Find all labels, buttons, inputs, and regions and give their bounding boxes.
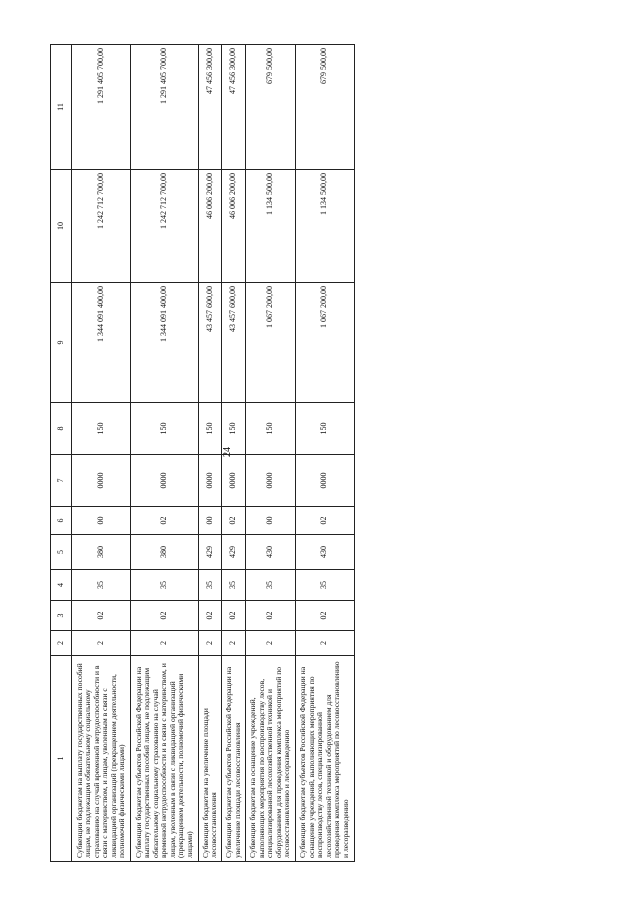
- code-cell: 02: [199, 601, 222, 631]
- amount-cell: 1 291 405 700,00: [72, 45, 131, 170]
- column-header: 7: [51, 455, 72, 507]
- amount-cell: 47 456 300,00: [222, 45, 245, 170]
- code-cell: 0000: [222, 455, 245, 507]
- amount-cell: 1 134 500,00: [295, 170, 354, 283]
- code-cell: 0000: [131, 455, 199, 507]
- code-cell: 02: [131, 601, 199, 631]
- amount-cell: 1 134 500,00: [245, 170, 295, 283]
- amount-cell: 1 242 712 700,00: [72, 170, 131, 283]
- code-cell: 02: [72, 601, 131, 631]
- budget-table: [50, 44, 355, 862]
- code-cell: 0000: [295, 455, 354, 507]
- row-description: Субвенции бюджетам субъектов Российской Федерации на оснащение учреждений, выполняющих мероприятия по воспроизводству лесов, специализированной лесохозяйственной техникой и оборудованием для проведения комплекса мероприятий по лесовосстановлению и лесоразведению: [295, 656, 354, 862]
- amount-cell: 43 457 600,00: [222, 283, 245, 403]
- code-cell: 429: [222, 535, 245, 570]
- code-cell: 0000: [245, 455, 295, 507]
- code-cell: 150: [131, 403, 199, 455]
- code-cell: 35: [199, 570, 222, 601]
- code-cell: 430: [245, 535, 295, 570]
- code-cell: 35: [222, 570, 245, 601]
- row-description: Субвенции бюджетам на выплату государственных пособий лицам, не подлежащим обязательному социальному страхованию на случай временной нетрудоспособности и в связи с материнством, и лицам, уволенным в связи с ликвидацией организаций (прекращением деятельности, полномочий физическими лицами): [72, 656, 131, 862]
- amount-cell: 679 500,00: [295, 45, 354, 170]
- code-cell: 150: [199, 403, 222, 455]
- row-description: Субвенции бюджетам субъектов Российской Федерации на увеличение площади лесовосстановления: [222, 656, 245, 862]
- column-header: 8: [51, 403, 72, 455]
- code-cell: 380: [72, 535, 131, 570]
- table-row: [295, 45, 354, 862]
- code-cell: 150: [72, 403, 131, 455]
- amount-cell: 1 067 200,00: [295, 283, 354, 403]
- code-cell: 2: [199, 631, 222, 656]
- amount-cell: 46 006 200,00: [222, 170, 245, 283]
- code-cell: 380: [131, 535, 199, 570]
- column-header: 4: [51, 570, 72, 601]
- row-description: Субвенции бюджетам на увеличение площади лесовосстановления: [199, 656, 222, 862]
- amount-cell: 679 500,00: [245, 45, 295, 170]
- amount-cell: 1 242 712 700,00: [131, 170, 199, 283]
- code-cell: 2: [222, 631, 245, 656]
- amount-cell: 1 067 200,00: [245, 283, 295, 403]
- code-cell: 2: [295, 631, 354, 656]
- code-cell: 00: [199, 507, 222, 535]
- code-cell: 02: [222, 507, 245, 535]
- code-cell: 00: [72, 507, 131, 535]
- code-cell: 02: [131, 507, 199, 535]
- table-row: [199, 45, 222, 862]
- code-cell: 430: [295, 535, 354, 570]
- code-cell: 00: [245, 507, 295, 535]
- code-cell: 429: [199, 535, 222, 570]
- code-cell: 02: [295, 601, 354, 631]
- code-cell: 02: [295, 507, 354, 535]
- code-cell: 0000: [199, 455, 222, 507]
- amount-cell: 1 344 091 400,00: [131, 283, 199, 403]
- amount-cell: 46 006 200,00: [199, 170, 222, 283]
- column-header: 10: [51, 170, 72, 283]
- code-cell: 35: [245, 570, 295, 601]
- table-row: [72, 45, 131, 862]
- column-header: 6: [51, 507, 72, 535]
- column-header: 1: [51, 656, 72, 862]
- code-cell: 35: [131, 570, 199, 601]
- rotated-table-area: [50, 45, 355, 862]
- column-header: 9: [51, 283, 72, 403]
- code-cell: 150: [245, 403, 295, 455]
- table-row: [245, 45, 295, 862]
- page-number: 24: [222, 447, 233, 457]
- code-cell: 02: [222, 601, 245, 631]
- row-description: Субвенции бюджетам на оснащение учреждений, выполняющих мероприятия по воспроизводству лесов, специализированной лесохозяйственной техникой и оборудованием для проведения комплекса мероприятий по лесовосстановлению и лесоразведению: [245, 656, 295, 862]
- amount-cell: 1 291 405 700,00: [131, 45, 199, 170]
- code-cell: 35: [295, 570, 354, 601]
- amount-cell: 43 457 600,00: [199, 283, 222, 403]
- column-header: 5: [51, 535, 72, 570]
- column-header: 3: [51, 601, 72, 631]
- column-header: 11: [51, 45, 72, 170]
- amount-cell: 1 344 091 400,00: [72, 283, 131, 403]
- code-cell: 0000: [72, 455, 131, 507]
- table-row: [222, 45, 245, 862]
- table-row: [131, 45, 199, 862]
- code-cell: 2: [72, 631, 131, 656]
- code-cell: 02: [245, 601, 295, 631]
- code-cell: 2: [131, 631, 199, 656]
- amount-cell: 47 456 300,00: [199, 45, 222, 170]
- code-cell: 150: [222, 403, 245, 455]
- code-cell: 35: [72, 570, 131, 601]
- code-cell: 150: [295, 403, 354, 455]
- column-header: 2: [51, 631, 72, 656]
- header-row: [51, 45, 72, 862]
- rotated-table-inner: [50, 45, 355, 862]
- code-cell: 2: [245, 631, 295, 656]
- row-description: Субвенции бюджетам субъектов Российской Федерации на выплату государственных пособий лицам, не подлежащим обязательному социальному страхованию на случай временной нетрудоспособности и в связи с материнством, и лицам, уволенным в связи с ликвидацией организаций (прекращением деятельности, полномочий физическими лицами): [131, 656, 199, 862]
